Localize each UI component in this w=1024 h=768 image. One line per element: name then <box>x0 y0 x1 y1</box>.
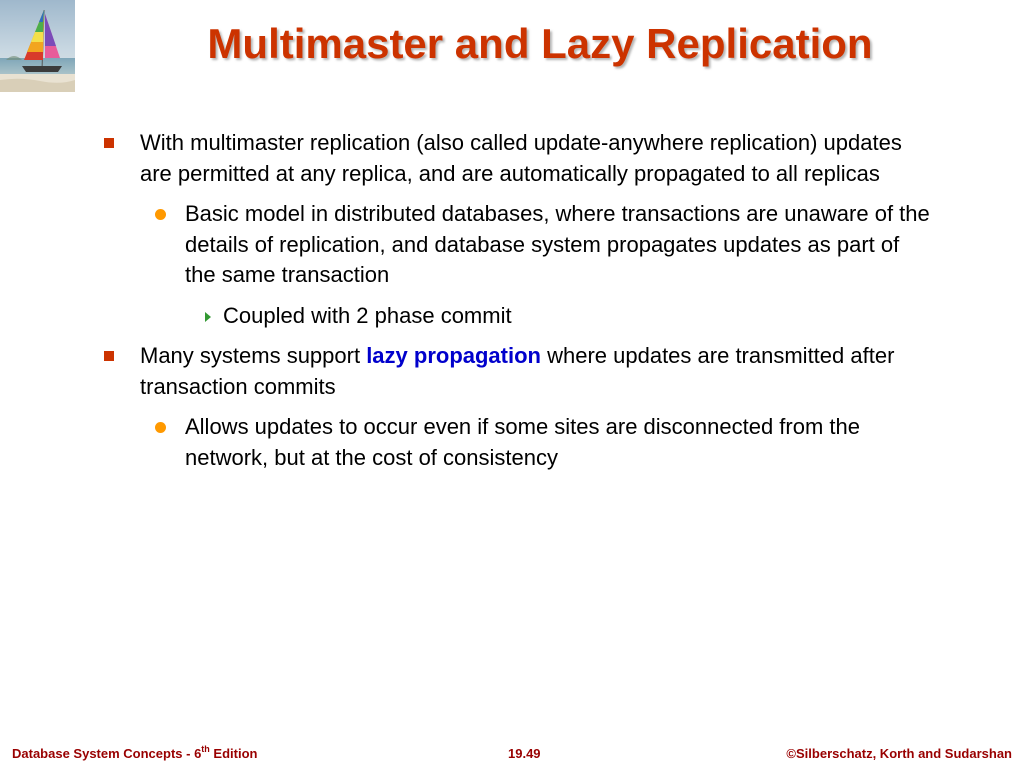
triangle-bullet-icon <box>205 312 211 322</box>
footer-copyright: ©Silberschatz, Korth and Sudarshan <box>786 746 1012 761</box>
bullet-level1 <box>0 128 1024 189</box>
bullet-text: Basic model in distributed databases, where transactions are unaware of the details of replication, and database system propagates updates as part of the same transaction <box>185 201 930 287</box>
bullet-text-before: Many systems support <box>140 343 367 368</box>
bullet-text-after: where updates are transmitted after transaction commits <box>140 343 895 399</box>
circle-bullet-icon <box>155 422 166 433</box>
bullet-text: With multimaster replication (also called update-anywhere replication) updates are permitted at any replica, and are automatically propagated to all replicas <box>140 130 902 186</box>
footer-book-prefix: Database System Concepts - 6 <box>12 746 202 761</box>
bullet-level2 <box>0 412 1024 473</box>
bullet-level3 <box>0 301 1024 332</box>
footer-book-title <box>12 746 257 761</box>
square-bullet-icon <box>104 138 114 148</box>
highlighted-term: lazy propagation <box>366 343 541 368</box>
square-bullet-icon <box>104 351 114 361</box>
footer-edition-suffix: th <box>201 744 210 754</box>
bullet-text: Allows updates to occur even if some sites are disconnected from the network, but at the cost of consistency <box>185 414 861 470</box>
footer-page-number: 19.49 <box>508 746 541 761</box>
bullet-level2 <box>0 199 1024 291</box>
bullet-text: Coupled with 2 phase commit <box>223 302 512 328</box>
slide-title: Multimaster and Lazy Replication <box>207 20 873 67</box>
slide-footer <box>0 746 1024 764</box>
bullet-level1 <box>0 341 1024 402</box>
slide-body <box>0 128 1024 483</box>
circle-bullet-icon <box>155 209 166 220</box>
footer-book-suffix: Edition <box>209 746 258 761</box>
